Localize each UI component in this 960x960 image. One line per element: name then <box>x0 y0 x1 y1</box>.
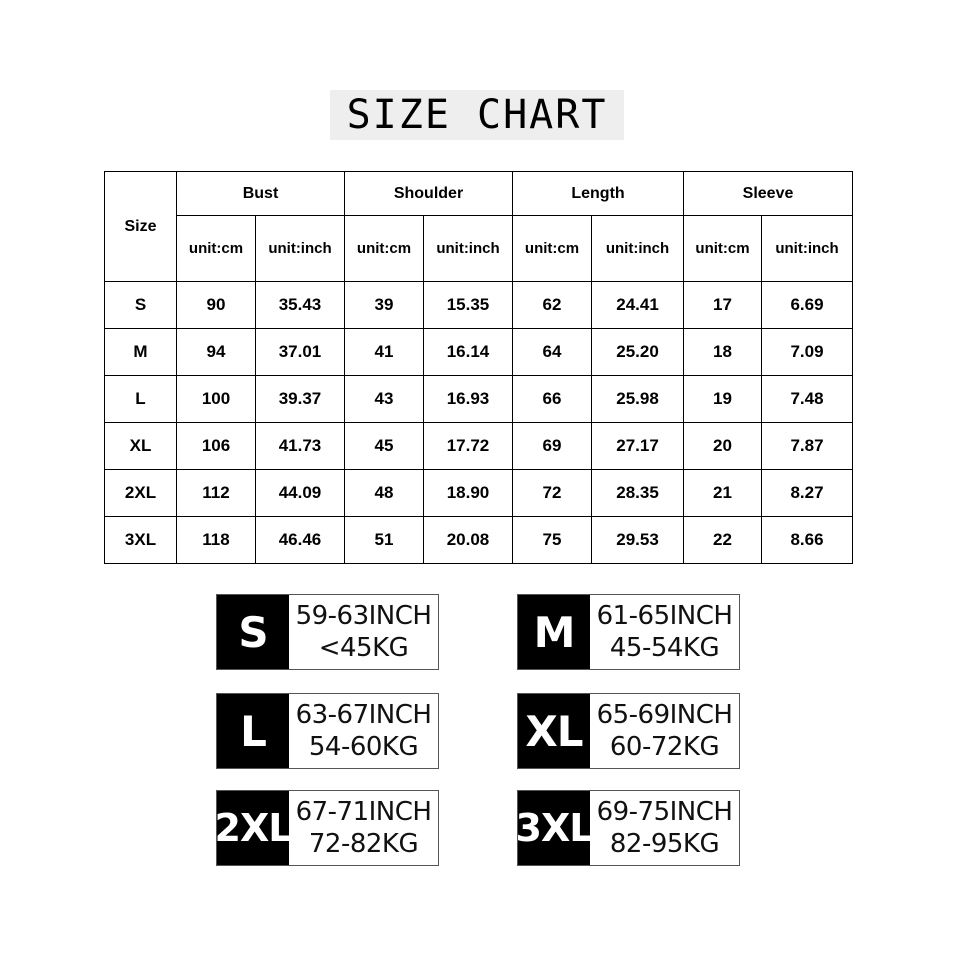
size-tag-xl <box>517 693 740 769</box>
table-cell: 46.46 <box>256 517 345 564</box>
size-tag-info <box>590 595 739 669</box>
size-tag-height: 67-71INCH <box>295 797 432 827</box>
table-cell: 22 <box>684 517 762 564</box>
unit-header-inch: unit:inch <box>762 216 853 282</box>
table-cell: 16.14 <box>424 329 513 376</box>
title-box <box>330 90 624 140</box>
size-tag-weight: <45KG <box>318 633 409 663</box>
table-cell: 72 <box>513 470 592 517</box>
unit-header-cm: unit:cm <box>684 216 762 282</box>
row-size: 3XL <box>105 517 177 564</box>
row-size: L <box>105 376 177 423</box>
row-size: 2XL <box>105 470 177 517</box>
unit-header-inch: unit:inch <box>424 216 513 282</box>
table-cell: 62 <box>513 282 592 329</box>
page-title: SIZE CHART <box>346 92 608 138</box>
size-tag-code: 2XL <box>217 791 289 865</box>
table-cell: 15.35 <box>424 282 513 329</box>
table-cell: 48 <box>345 470 424 517</box>
table-cell: 29.53 <box>592 517 684 564</box>
table-row <box>105 517 853 564</box>
unit-header-cm: unit:cm <box>177 216 256 282</box>
size-tag-weight: 82-95KG <box>609 829 720 859</box>
size-tag-weight: 72-82KG <box>308 829 419 859</box>
size-tag-info <box>590 694 739 768</box>
table-cell: 64 <box>513 329 592 376</box>
size-tag-info <box>289 694 438 768</box>
table-cell: 19 <box>684 376 762 423</box>
table-cell: 66 <box>513 376 592 423</box>
table-cell: 25.20 <box>592 329 684 376</box>
table-cell: 118 <box>177 517 256 564</box>
size-tag-height: 61-65INCH <box>596 601 733 631</box>
size-tag-height: 65-69INCH <box>596 700 733 730</box>
table-cell: 37.01 <box>256 329 345 376</box>
table-cell: 51 <box>345 517 424 564</box>
size-tag-code: L <box>217 694 289 768</box>
table-row <box>105 329 853 376</box>
table-cell: 112 <box>177 470 256 517</box>
size-tag-height: 69-75INCH <box>596 797 733 827</box>
size-table <box>104 171 853 564</box>
table-cell: 41.73 <box>256 423 345 470</box>
table-cell: 21 <box>684 470 762 517</box>
table-row <box>105 282 853 329</box>
table-row <box>105 470 853 517</box>
size-tag-weight: 45-54KG <box>609 633 720 663</box>
size-tag-code: XL <box>518 694 590 768</box>
table-cell: 17.72 <box>424 423 513 470</box>
group-header-bust: Bust <box>177 172 345 216</box>
table-cell: 41 <box>345 329 424 376</box>
table-cell: 7.48 <box>762 376 853 423</box>
row-size: M <box>105 329 177 376</box>
size-tag-height: 59-63INCH <box>295 601 432 631</box>
table-cell: 27.17 <box>592 423 684 470</box>
unit-header-inch: unit:inch <box>592 216 684 282</box>
size-tag-info <box>289 791 438 865</box>
table-cell: 75 <box>513 517 592 564</box>
table-cell: 20.08 <box>424 517 513 564</box>
table-cell: 35.43 <box>256 282 345 329</box>
size-tag-3xl <box>517 790 740 866</box>
table-cell: 7.87 <box>762 423 853 470</box>
table-cell: 94 <box>177 329 256 376</box>
table-cell: 20 <box>684 423 762 470</box>
size-tag-m <box>517 594 740 670</box>
table-cell: 8.27 <box>762 470 853 517</box>
size-tag-info <box>590 791 739 865</box>
size-tag-code: 3XL <box>518 791 590 865</box>
group-header-length: Length <box>513 172 684 216</box>
size-tag-l <box>216 693 439 769</box>
table-cell: 45 <box>345 423 424 470</box>
table-cell: 8.66 <box>762 517 853 564</box>
size-tag-2xl <box>216 790 439 866</box>
size-tag-height: 63-67INCH <box>295 700 432 730</box>
table-cell: 69 <box>513 423 592 470</box>
row-size: S <box>105 282 177 329</box>
size-tag-s <box>216 594 439 670</box>
table-cell: 100 <box>177 376 256 423</box>
table-cell: 90 <box>177 282 256 329</box>
table-row <box>105 376 853 423</box>
table-cell: 6.69 <box>762 282 853 329</box>
table-cell: 28.35 <box>592 470 684 517</box>
table-cell: 25.98 <box>592 376 684 423</box>
size-tag-weight: 60-72KG <box>609 732 720 762</box>
table-cell: 39.37 <box>256 376 345 423</box>
group-header-shoulder: Shoulder <box>345 172 513 216</box>
size-tag-code: M <box>518 595 590 669</box>
size-header: Size <box>105 172 177 282</box>
table-cell: 17 <box>684 282 762 329</box>
table-cell: 43 <box>345 376 424 423</box>
table-cell: 24.41 <box>592 282 684 329</box>
table-row <box>105 423 853 470</box>
table-cell: 106 <box>177 423 256 470</box>
unit-header-inch: unit:inch <box>256 216 345 282</box>
unit-header-cm: unit:cm <box>513 216 592 282</box>
table-cell: 7.09 <box>762 329 853 376</box>
group-header-sleeve: Sleeve <box>684 172 853 216</box>
row-size: XL <box>105 423 177 470</box>
table-cell: 44.09 <box>256 470 345 517</box>
unit-header-cm: unit:cm <box>345 216 424 282</box>
table-cell: 39 <box>345 282 424 329</box>
size-tag-weight: 54-60KG <box>308 732 419 762</box>
table-cell: 18 <box>684 329 762 376</box>
size-tag-info <box>289 595 438 669</box>
table-cell: 18.90 <box>424 470 513 517</box>
size-tag-code: S <box>217 595 289 669</box>
table-cell: 16.93 <box>424 376 513 423</box>
